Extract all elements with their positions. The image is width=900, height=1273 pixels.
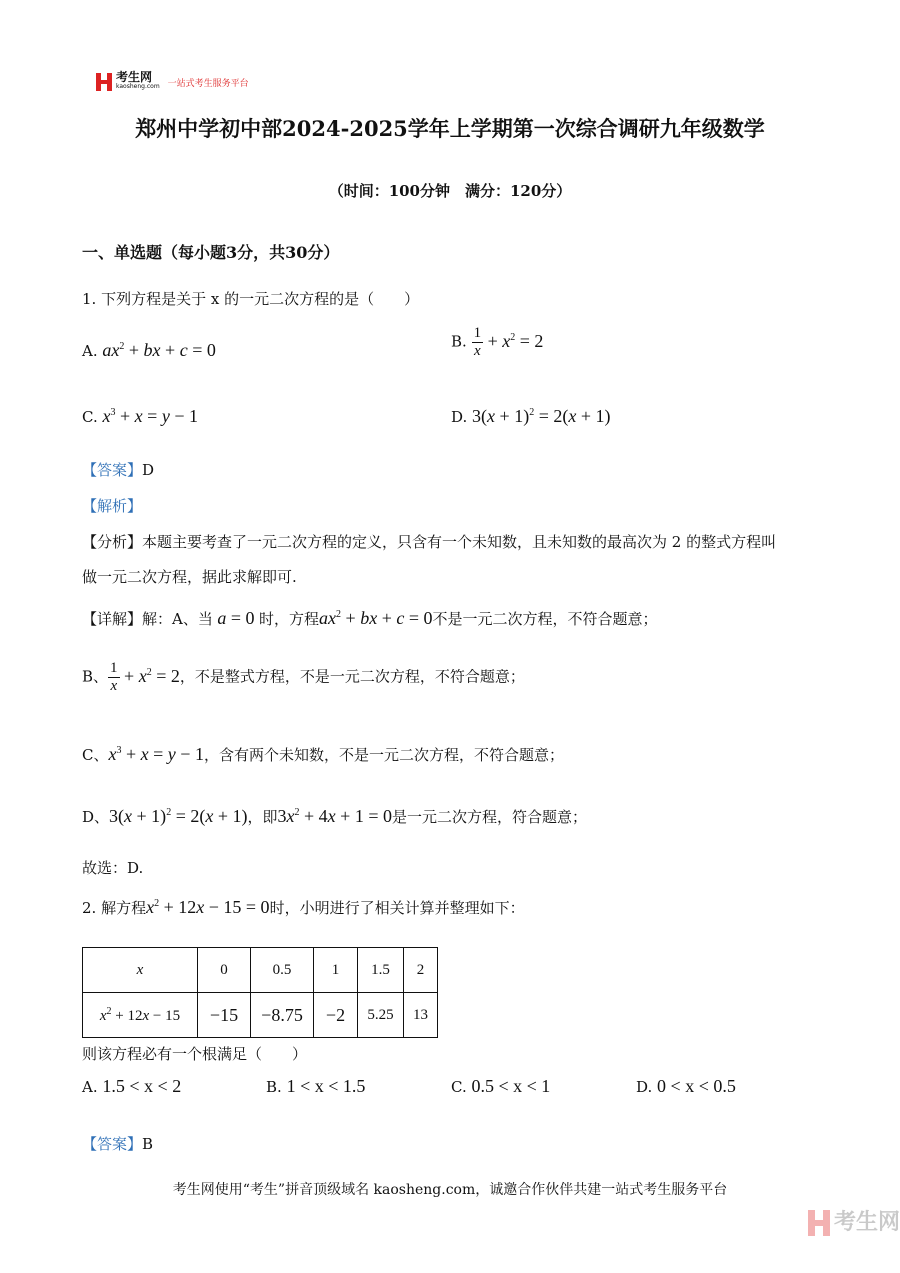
option-label: C. [451,1078,467,1096]
watermark-logo [808,1210,900,1236]
text: ，含有两个未知数，不是一元二次方程，不符合题意； [203,746,564,764]
text: C、 [82,746,109,764]
option-label: A. [82,1078,98,1096]
q1-answer [82,459,154,480]
table-cell: 2 [404,948,438,993]
text: 时，方程 [259,610,320,628]
q2-ask: 则该方程必有一个根满足（ ） [82,1045,308,1063]
watermark-logo-icon [808,1210,830,1236]
table-cell: −8.75 [251,993,314,1038]
option-label: B. [266,1078,282,1096]
text: 2. 解方程 [82,899,147,917]
xiangjie-line-c [82,744,564,765]
option-math: 0 < x < 0.5 [657,1076,736,1096]
math: $x^3 + x = y - 1$ [108,744,204,764]
q1-option-a[interactable] [82,340,216,361]
document-title: 郑州中学初中部2024-2025学年上学期第一次综合调研九年级数学 [135,116,765,141]
table-cell: 13 [404,993,438,1038]
option-math: $\frac{1}{x}$ + $x^2 = 2$ [473,325,544,359]
text: B、 [82,667,109,686]
q2-table [82,947,438,1038]
q1-option-b[interactable] [451,325,543,360]
fenxi-tag: 【分析】 [82,533,143,551]
table-header-x: x [83,948,198,993]
answer-value: D [142,461,155,479]
math: $\frac{1}{x}$ + $x^2 = 2$ [110,660,180,694]
xiangjie-line-b [82,660,525,695]
page-footer: 考生网使用“考生”拼音顶级域名 kaosheng.com，诚邀合作伙伴共建一站式考生服务平台 [172,1182,728,1198]
q2-option-c[interactable] [451,1076,550,1097]
math: $x^2 + 12x - 15 = 0$ [146,897,270,917]
table-cell: 1 [314,948,358,993]
analysis-tag: 【解析】 [82,497,143,515]
xiangjie-line-a [82,608,658,629]
option-label: A. [82,342,98,360]
logo-slogan: 一站式考生服务平台 [167,78,249,89]
option-math: 1 < x < 1.5 [286,1076,366,1096]
table-header-expr: $x^2 + 12x - 15$ [83,993,198,1038]
text: ，即 [247,808,278,826]
option-label: C. [82,408,98,426]
answer-tag: 【答案】 [82,461,143,479]
xiangjie-tag: 【详解】 [82,610,143,628]
logo-domain: kaosheng.com [116,83,160,90]
fenxi-line-2: 做一元二次方程，据此求解即可. [82,568,297,586]
table-row [83,993,438,1038]
option-math: 1.5 < x < 2 [102,1076,182,1096]
answer-value: B [142,1135,154,1153]
table-cell: −2 [314,993,358,1038]
q2-option-b[interactable] [266,1076,365,1097]
text: 不是一元二次方程，不符合题意； [432,610,658,628]
logo-name: 考生网 [116,70,153,84]
text: D、 [82,808,110,826]
watermark-text: 考生网 [834,1210,900,1235]
option-label: B. [451,332,467,351]
q1-stem: 1. 下列方程是关于 x 的一元二次方程的是（ ） [82,290,420,308]
text: 时，小明进行了相关计算并整理如下： [269,899,525,917]
kaosheng-logo [96,72,249,92]
fenxi-text: 本题主要考查了一元二次方程的定义，只含有一个未知数，且未知数的最高次为 2 的整式方程叫 [142,533,777,551]
math: $3(x + 1)^2 = 2(x + 1)$ [109,806,248,826]
option-math: $3(x + 1)^2 = 2(x + 1)$ [472,406,611,426]
section-heading: 一、单选题（每小题3分，共30分） [82,243,340,262]
table-row [83,948,438,993]
option-label: D. [451,408,468,426]
option-math: $x^3 + x = y - 1$ [102,406,198,426]
fenxi-line-1 [82,531,776,552]
text: 是一元二次方程，符合题意； [391,808,587,826]
q2-answer [82,1133,153,1154]
math: a = 0 [217,608,260,628]
kaosheng-logo-icon [96,73,112,91]
math: $3x^2 + 4x + 1 = 0$ [277,806,392,826]
q2-stem [82,897,525,918]
option-label: D. [636,1078,653,1096]
q1-option-d[interactable] [451,406,611,427]
math: $ax^2$ + bx + c = 0 [319,608,433,628]
table-cell: 5.25 [358,993,404,1038]
table-cell: 1.5 [358,948,404,993]
answer-tag: 【答案】 [82,1135,143,1153]
document-subtitle: （时间：100分钟 满分：120分） [328,182,572,200]
q2-option-d[interactable] [636,1076,736,1097]
table-cell: 0.5 [251,948,314,993]
q2-option-a[interactable] [82,1076,181,1097]
xiangjie-line-d [82,806,587,827]
conclusion: 故选：D. [82,859,144,877]
option-math: $ax^2$ + bx + c = 0 [102,340,216,360]
q1-option-c[interactable] [82,406,198,427]
table-cell: −15 [198,993,251,1038]
option-math: 0.5 < x < 1 [471,1076,551,1096]
text: 解：A、当 [142,610,213,628]
table-cell: 0 [198,948,251,993]
text: ，不是整式方程，不是一元二次方程，不符合题意； [179,667,525,686]
